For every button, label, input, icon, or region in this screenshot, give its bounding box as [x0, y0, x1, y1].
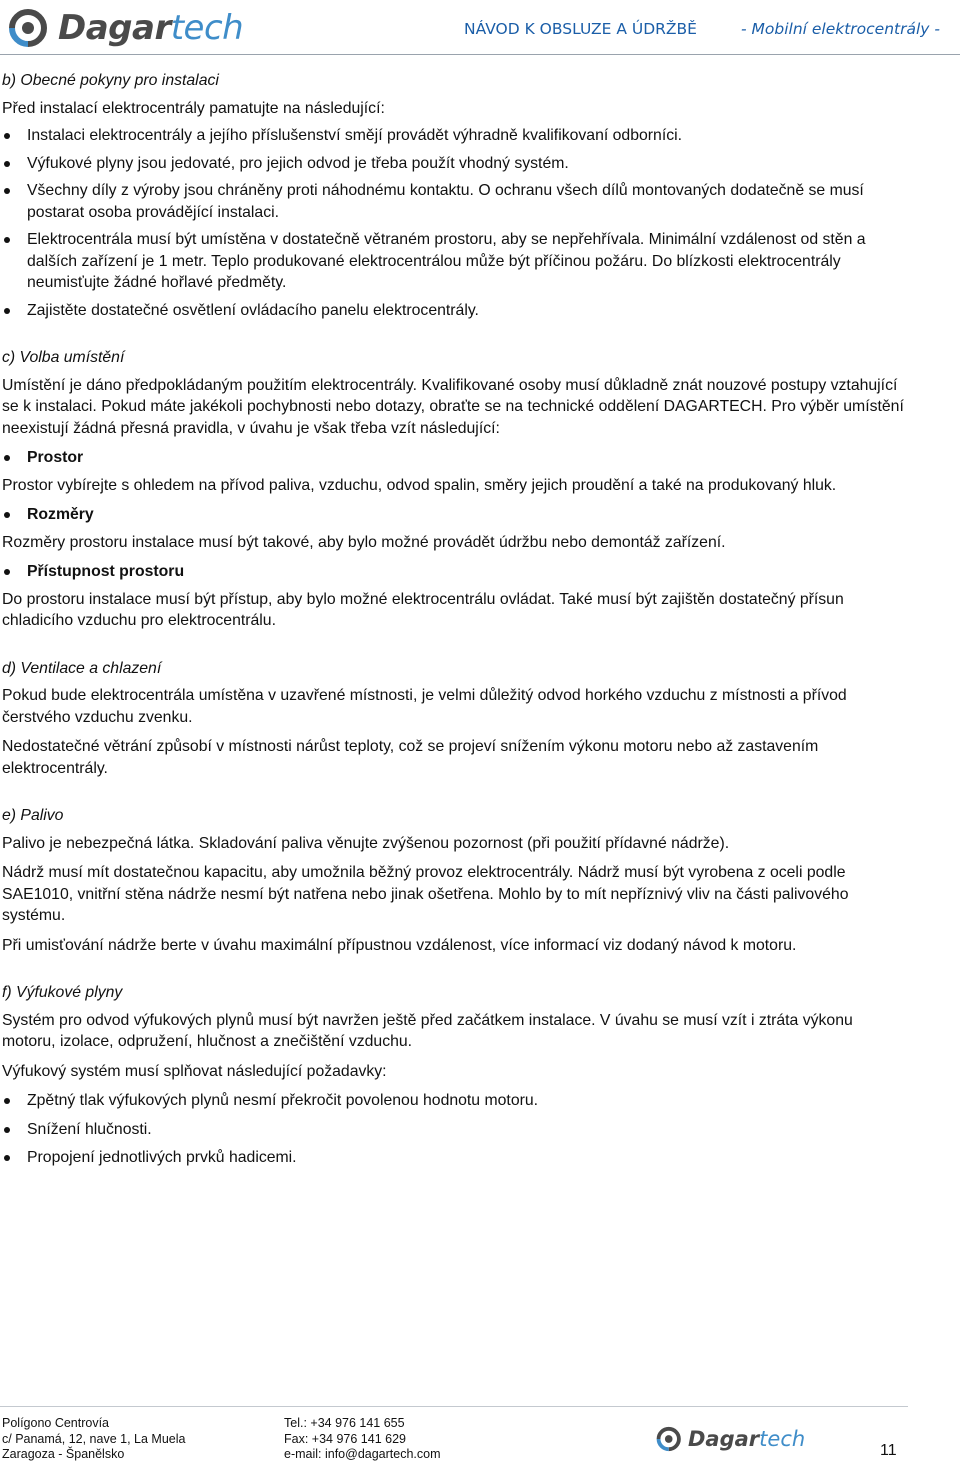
address-line: Zaragoza - Španělsko — [2, 1447, 125, 1461]
doc-title: NÁVOD K OBSLUZE A ÚDRŽBĚ — [463, 20, 697, 38]
list-item: Všechny díly z výroby jsou chráněny proti náhodnému kontaktu. O ochranu všech dílů montovaných dodatečně se musí postarat osoba provádějící instalaci. — [2, 180, 908, 223]
list-item: Snížení hlučnosti. — [2, 1119, 908, 1141]
section-f-paragraph: Výfukový systém musí splňovat následující požadavky: — [2, 1062, 387, 1080]
logo-wordmark: Dagartech — [58, 8, 244, 48]
section-c-intro: Umístění je dáno předpokládaným použitím elektrocentrály. Kvalifikované osoby musí důkladně znát nouzové postupy vztahující se k instalaci. Pokud máte jakékoli pochybnosti nebo dotazy, obraťte se na technické oddělení DAGARTECH. Pro výběr umístění neexistují žádná přesná pravidla, v úvahu je však třeba vzít následující: — [2, 376, 904, 437]
footer-logo-wordmark: Dagartech — [688, 1427, 806, 1451]
section-f-heading: f) Výfukové plyny — [2, 984, 123, 1001]
page-header — [0, 0, 960, 58]
section-d-paragraph: Pokud bude elektrocentrála umístěna v uzavřené místnosti, je velmi důležitý odvod horkého vzduchu z místnosti a přívod čerstvého vzduchu zvenku. — [2, 687, 847, 726]
section-c-item-title: Přístupnost prostoru — [2, 561, 908, 583]
section-e-paragraph: Nádrž musí mít dostatečnou kapacitu, aby umožnila běžný provoz elektrocentrály. Nádrž musí být vyrobena z oceli podle SAE1010, vnitřní stěna nádrže nesmí být natřena nebo jinak ošetřena. Mohlo by to mít nepříznivý vliv na části palivového systému. — [2, 864, 849, 924]
doc-subtitle: - Mobilní elektrocentrály - — [740, 20, 940, 38]
section-b-list — [2, 125, 908, 321]
section-e-paragraph: Palivo je nebezpečná látka. Skladování paliva věnujte zvýšenou pozornost (při použití přídavné nádrže). — [2, 834, 730, 852]
section-b-heading: b) Obecné pokyny pro instalaci — [2, 72, 219, 89]
address-line: Polígono Centrovía — [2, 1416, 110, 1430]
list-item: Instalaci elektrocentrály a jejího příslušenství smějí provádět výhradně kvalifikovaní odborníci. — [2, 125, 908, 147]
section-c-item-title: Prostor — [2, 447, 908, 469]
section-c-item-text: Do prostoru instalace musí být přístup, aby bylo možné elektrocentrálu ovládat. Také musí být zajištěn dostatečný přísun chladicího vzduchu pro elektrocentrálu. — [2, 590, 844, 629]
page-footer — [0, 1400, 960, 1465]
dagartech-logo — [8, 8, 243, 48]
list-item: Elektrocentrála musí být umístěna v dostatečně větraném prostoru, aby se nepřehřívala. Minimální vzdálenost od stěn a dalších zařízení je 1 metr. Teplo produkované elektrocentrálou může být příčinou požáru. Do blízkosti elektrocentrály neumisťujte žádné hořlavé předměty. — [2, 229, 908, 294]
document-body — [2, 70, 908, 1176]
contact-line: e-mail: info@dagartech.com — [284, 1447, 441, 1461]
section-c-item-text: Rozměry prostoru instalace musí být takové, aby bylo možné provádět údržbu nebo demontáž zařízení. — [2, 533, 726, 551]
footer-logo — [656, 1426, 805, 1452]
header-divider — [0, 54, 960, 55]
contact-line: Fax: +34 976 141 629 — [284, 1431, 406, 1446]
section-c-item-title: Rozměry — [2, 504, 908, 526]
list-item: Výfukové plyny jsou jedovaté, pro jejich odvod je třeba použít vhodný systém. — [2, 153, 908, 175]
footer-divider — [0, 1406, 908, 1407]
dagartech-logo-mark-icon — [656, 1426, 684, 1452]
address-line: c/ Panamá, 12, nave 1, La Muela — [2, 1431, 186, 1446]
section-c-heading: c) Volba umístění — [2, 349, 125, 366]
section-e-heading: e) Palivo — [2, 807, 64, 824]
page-number: 11 — [880, 1442, 897, 1459]
section-d-heading: d) Ventilace a chlazení — [2, 659, 162, 677]
section-f-list — [2, 1090, 908, 1169]
document-title — [464, 20, 940, 38]
footer-address — [2, 1416, 185, 1463]
list-item: Propojení jednotlivých prvků hadicemi. — [2, 1147, 908, 1169]
list-item: Zajistěte dostatečné osvětlení ovládacího panelu elektrocentrály. — [2, 300, 908, 322]
section-b-intro: Před instalací elektrocentrály pamatujte na následující: — [2, 99, 385, 117]
section-c-item-text: Prostor vybírejte s ohledem na přívod paliva, vzduchu, odvod spalin, směry jejich proudění a také na produkovaný hluk. — [2, 476, 837, 494]
list-item: Zpětný tlak výfukových plynů nesmí překročit povolenou hodnotu motoru. — [2, 1090, 908, 1112]
footer-contact — [284, 1416, 441, 1463]
section-d-paragraph: Nedostatečné větrání způsobí v místnosti nárůst teploty, což se projeví snížením výkonu motoru nebo až zastavením elektrocentrály. — [2, 738, 819, 777]
section-e-paragraph: Při umisťování nádrže berte v úvahu maximální přípustnou vzdálenost, více informací viz dodaný návod k motoru. — [2, 936, 797, 954]
section-f-paragraph: Systém pro odvod výfukových plynů musí být navržen ještě před začátkem instalace. V úvahu se musí vzít i ztráta výkonu motoru, izolace, odpružení, hlučnost a znečištění vzduchu. — [2, 1011, 853, 1050]
contact-line: Tel.: +34 976 141 655 — [284, 1416, 405, 1430]
dagartech-logo-mark-icon — [8, 8, 52, 48]
